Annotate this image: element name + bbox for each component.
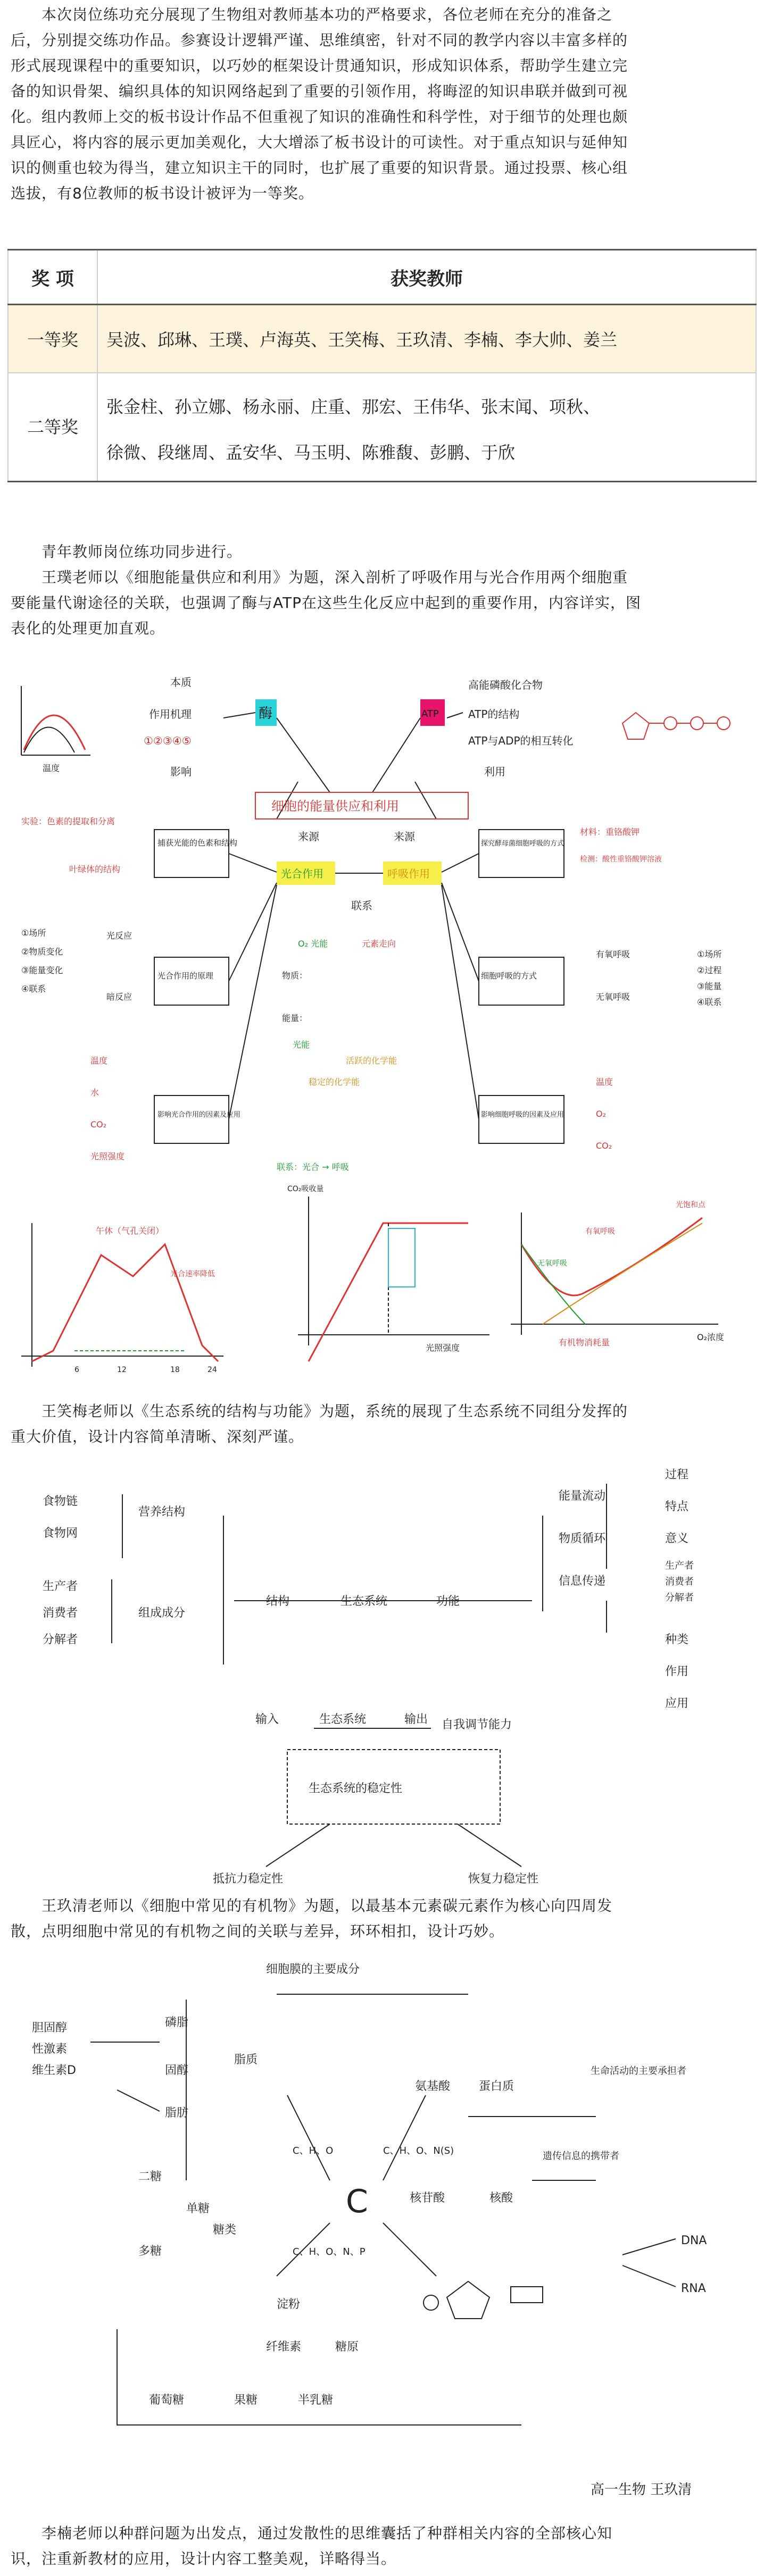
eco-note: 种类 [665,1633,689,1646]
graph-mark: 6 [74,1366,79,1374]
award-names-line: 张金柱、孙立娜、杨永丽、庄重、那宏、王伟华、张末闻、项秋、 [106,397,601,417]
eco-note: 自我调节能力 [442,1718,512,1732]
award-table [7,249,757,482]
award-header-level: 奖 项 [8,250,97,305]
section1-line: 要能量代谢途径的关联，也强调了酶与ATP在这些生化反应中起到的重要作用，内容详实，图 [11,594,641,612]
oc-note: 蛋白质 [479,2080,514,2093]
oc-center: C [346,2183,368,2220]
right-boxes [442,830,564,1143]
oc-note: 核酸 [489,2192,513,2205]
section3-line: 散，点明细胞中常见的有机物之间的关联与差异，环环相扣，设计巧妙。 [11,1922,505,1940]
eco-note: 消费者 [665,1576,694,1587]
board-note: CO₂ [90,1119,107,1130]
board-note: 物质： [282,971,308,981]
intro-line: 化。组内教师上交的板书设计作品不但重视了知识的准确性和科学性，对于细节的处理也颇 [11,108,628,126]
eco-note: 应用 [665,1697,689,1710]
eco-note: 能量流动 [559,1490,606,1503]
intro-line: 选拔，有8位教师的板书设计被评为一等奖。 [11,185,314,202]
board-note: 高能磷酸化合物 [468,679,543,691]
graph-note: 光合速率降低 [170,1270,215,1278]
board-box-text: 捕获光能的色素和结构 [157,838,238,848]
oc-note: 固醇 [165,2064,189,2077]
eco-note: 生态系统 [319,1713,367,1726]
oc-signature: 高一生物 王玖清 [591,2482,692,2498]
eco-function: 功能 [436,1595,460,1608]
section3-line: 王玖清老师以《细胞中常见的有机物》为题，以最基本元素碳元素作为核心向四周发 [41,1897,613,1914]
eco-note: 作用 [665,1665,689,1678]
left-boxes [154,830,277,1143]
board-note: 本质 [170,676,192,689]
board-note: ①场所 [21,928,46,938]
oc-note: C、H、O、N、P [293,2246,366,2257]
board-note: 联系：光合 → 呼吸 [277,1162,349,1172]
light-intensity-graph [298,1197,489,1361]
board-note: 光反应 [106,931,132,941]
board-note: 来源 [298,830,319,843]
section2-line: 王笑梅老师以《生态系统的结构与功能》为题，系统的展现了生态系统不同组分发挥的 [41,1402,628,1420]
board-box-text: 探究酵母菌细胞呼吸的方式 [481,840,564,848]
eco-note: 物质循环 [559,1532,606,1545]
eco-note: 特点 [665,1500,689,1513]
board-note: 暗反应 [106,992,132,1002]
oc-note: 遗传信息的携带者 [543,2151,619,2162]
graph-label: 有机物消耗量 [559,1337,610,1348]
oc-note: C、H、O [293,2145,334,2156]
section1-line: 王璞老师以《细胞能量供应和利用》为题，深入剖析了呼吸作用与光合作用两个细胞重 [41,568,628,586]
award-level: 二等奖 [8,373,97,482]
eco-note: 消费者 [43,1607,78,1620]
oc-note: 生命活动的主要承担者 [591,2065,686,2077]
photosynthesis-day-graph [21,1223,223,1367]
oc-note: 磷脂 [165,2016,189,2029]
board-note: O₂ [596,1109,607,1119]
board-note: 无氧呼吸 [596,992,630,1002]
intro-line: 具匠心，将内容的展示更加美观化，大大增添了板书设计的可读性。对于重点知识与延伸知 [11,133,628,151]
eco-note: 生产者 [43,1580,78,1593]
section3-paragraph [11,1893,755,1944]
intro-paragraph [11,2,755,206]
graph-note: 无氧呼吸 [537,1259,567,1268]
graph-label: 光照强度 [426,1343,460,1353]
award-row-second [8,373,756,482]
eco-note: 营养结构 [138,1506,186,1519]
board-note: 温度 [596,1077,613,1087]
intro-line: 形式展现课程中的重要知识，以巧妙的框架设计贯通知识，形成知识体系，帮助学生建立完 [11,57,628,74]
board-note: 元素走向 [362,939,396,949]
award-names [97,373,756,482]
board-note: 有氧呼吸 [596,949,630,959]
board-note: 作用机理 [149,708,192,721]
eco-note: 食物链 [43,1495,78,1508]
intro-line: 后，分别提交练功作品。参赛设计逻辑严谨、思维缜密，针对不同的教学内容以丰富多样的 [11,31,628,49]
section4-line: 识，注重新教材的应用，设计内容工整美观，详略得当。 [11,2550,397,2567]
intro-line: 识的侧重也较为得当，建立知识主干的同时，也扩展了重要的知识背景。通过投票、核心组 [11,159,628,177]
oc-note: 单糖 [186,2202,210,2215]
oc-note: 糖类 [213,2223,237,2237]
photosynthesis-label: 光合作用 [281,867,323,880]
oc-note: 胆固醇 [32,2021,68,2035]
board-note: 温度 [90,1056,108,1066]
board-note: 实验：色素的提取和分离 [21,816,115,826]
eco-note: 抵抗力稳定性 [213,1872,284,1886]
graph-label: CO₂吸收量 [287,1185,324,1193]
graph-note: 光饱和点 [676,1201,705,1209]
atp-structure-sketch [622,713,730,739]
oc-note: 脂肪 [165,2106,189,2120]
board-note: 叶绿体的结构 [69,864,121,874]
oc-note: 二糖 [138,2170,162,2184]
section2-line: 重大价值，设计内容简单清晰、深刻严谨。 [11,1428,304,1445]
eco-note: 过程 [665,1468,689,1482]
oc-note: 淀粉 [277,2298,301,2311]
board-note: 光照强度 [90,1151,125,1161]
center-title: 细胞的能量供应和利用 [271,799,399,814]
board-note: ④联系 [697,997,722,1007]
intro-line: 本次岗位练功充分展现了生物组对教师基本功的严格要求，各位老师在充分的准备之 [41,6,613,23]
board-note: 影响 [170,765,192,778]
board-box-text: 细胞呼吸的方式 [481,971,537,981]
oc-note: RNA [681,2282,706,2295]
award-level: 一等奖 [8,305,97,373]
eco-note: 分解者 [43,1633,78,1646]
section1-line: 表化的处理更加直观。 [11,620,165,637]
eco-note: 输出 [404,1713,428,1726]
graph-mark: 24 [207,1366,217,1374]
oc-note: 维生素D [32,2064,76,2077]
section4-paragraph [11,2521,755,2572]
graph-note: 午休（气孔关闭） [96,1226,164,1236]
graph-mark: 12 [117,1366,127,1374]
board-figure-organic-compounds [11,1957,753,2510]
board-note: CO₂ [596,1141,612,1151]
board-note: 活跃的化学能 [346,1056,397,1066]
graph-label: 温度 [43,763,60,773]
oc-note: DNA [681,2234,707,2247]
eco-note: 信息传递 [559,1575,606,1588]
award-names-line: 徐微、段继周、孟安华、马玉明、陈雅馥、彭鹏、于欣 [106,442,516,463]
board-box-text: 光合作用的原理 [157,971,214,981]
eco-note: 组成成分 [138,1607,186,1620]
board-note: ①②③④⑤ [144,734,192,747]
section2-paragraph [11,1399,755,1450]
enzyme-label: 酶 [259,706,273,722]
eco-center: 生态系统 [341,1595,388,1608]
eco-note: 恢复力稳定性 [468,1872,539,1886]
intro-line: 备的知识骨架、编织具体的知识网络起到了重要的引领作用，将晦涩的知识串联并做到可视 [11,82,628,100]
board-figure-cell-energy [11,659,753,1409]
graph-note: 有氧呼吸 [585,1227,615,1236]
oc-note: 半乳糖 [298,2394,334,2407]
respiration-label: 呼吸作用 [387,867,430,880]
enzyme-activity-graph [21,686,90,755]
board-note: 联系 [351,899,372,912]
eco-note: 分解者 [665,1592,694,1603]
oc-note: C、H、O、N(S) [383,2145,454,2156]
oc-note: 性激素 [32,2043,68,2056]
board-note: 稳定的化学能 [309,1077,360,1087]
board-note: O₂ 光能 [298,939,328,949]
board-note: ③能量 [697,981,722,991]
oc-note: 氨基酸 [415,2080,451,2093]
board-figure-ecosystem [11,1462,753,1888]
oc-note: 细胞膜的主要成分 [266,1963,360,1976]
board-note: ④联系 [21,984,46,994]
board-box-text: 影响细胞呼吸的因素及应用 [481,1111,564,1119]
atp-label: ATP [421,708,439,720]
board-note: 来源 [394,830,415,843]
award-names: 吴波、邱琳、王璞、卢海英、王笑梅、王玖清、李楠、李大帅、姜兰 [97,305,756,373]
board-note: ②物质变化 [21,947,63,957]
board-note: ATP的结构 [468,708,520,721]
section4-line: 李楠老师以种群问题为出发点，通过发散性的思维囊括了种群相关内容的全部核心知 [41,2524,613,2542]
oc-note: 果糖 [234,2394,258,2407]
eco-note: 输入 [255,1713,279,1726]
award-row-first [8,305,756,373]
section1-line: 青年教师岗位练功同步进行。 [41,543,243,561]
graph-mark: 18 [170,1366,180,1374]
eco-note: 意义 [665,1532,689,1545]
award-table-header [8,250,756,305]
oc-note: 核苷酸 [410,2192,445,2205]
eco-structure: 结构 [266,1595,290,1608]
award-header-names: 获奖教师 [97,250,756,305]
board-box-text: 影响光合作用的因素及应用 [157,1111,241,1119]
board-note: 能量： [282,1013,308,1023]
board-note: ATP与ADP的相互转化 [468,734,574,747]
board-note: ③能量变化 [21,965,63,975]
board-note: ②过程 [697,965,722,975]
board-note: ①场所 [697,949,722,959]
board-note: 水 [90,1088,99,1098]
eco-note: 生态系统的稳定性 [309,1782,403,1795]
oc-note: 纤维素 [266,2340,302,2354]
board-note: 材料：重铬酸钾 [580,827,640,837]
graph-label: O₂浓度 [697,1332,725,1342]
board-note: 检测：酸性重铬酸钾溶液 [580,855,662,864]
oc-note: 糖原 [335,2340,359,2354]
board-note: 光能 [293,1040,310,1050]
oc-note: 多糖 [138,2245,162,2258]
oc-note: 葡萄糖 [149,2394,185,2407]
eco-note: 生产者 [665,1560,694,1571]
oc-note: 脂质 [234,2053,258,2067]
section1-paragraph [11,539,755,641]
board-note: 利用 [484,765,505,778]
eco-note: 食物网 [43,1527,78,1540]
